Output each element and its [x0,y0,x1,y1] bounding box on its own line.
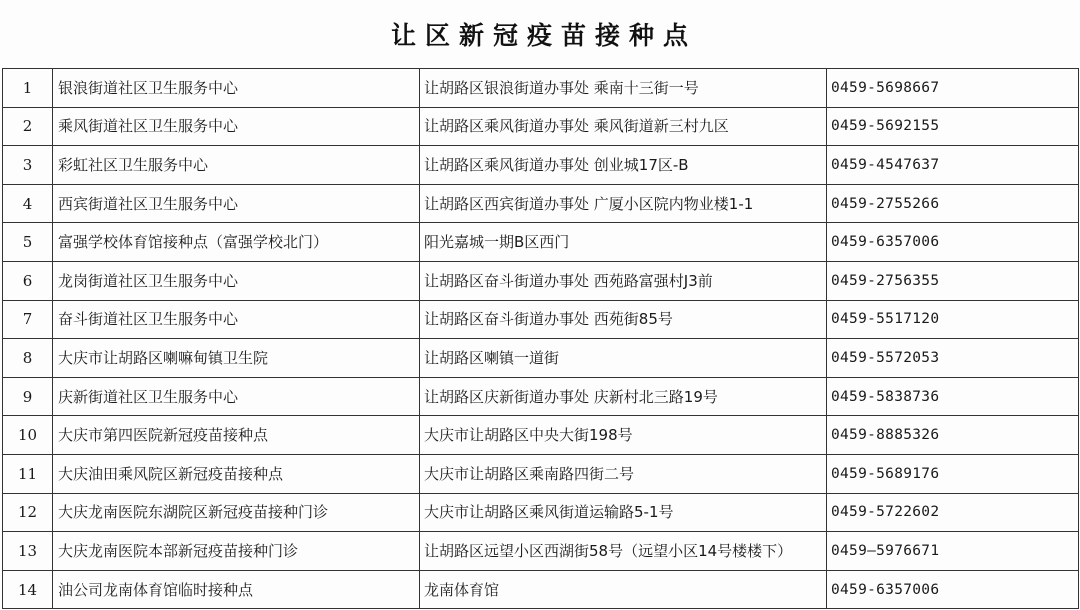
site-address: 让胡路区远望小区西湖街58号（远望小区14号楼楼下） [420,532,827,571]
site-address: 让胡路区喇镇一道街 [420,339,827,378]
title-bar [0,0,1080,68]
table-row [3,107,1079,146]
site-phone: 0459-2756355 [827,261,1079,300]
site-name: 大庆龙南医院本部新冠疫苗接种门诊 [53,532,420,571]
site-phone: 0459-8885326 [827,416,1079,455]
site-name: 银浪街道社区卫生服务中心 [53,69,420,108]
row-number: 12 [3,493,53,532]
row-number: 11 [3,454,53,493]
site-phone: 0459-4547637 [827,146,1079,185]
site-name: 大庆油田乘风院区新冠疫苗接种点 [53,454,420,493]
site-name: 大庆龙南医院东湖院区新冠疫苗接种门诊 [53,493,420,532]
site-address: 龙南体育馆 [420,570,827,609]
row-number: 5 [3,223,53,262]
site-phone: 0459-2755266 [827,184,1079,223]
site-address: 阳光嘉城一期B区西门 [420,223,827,262]
row-number: 10 [3,416,53,455]
site-phone: 0459-5689176 [827,454,1079,493]
row-number: 13 [3,532,53,571]
site-phone: 0459-5838736 [827,377,1079,416]
site-name: 富强学校体育馆接种点（富强学校北门） [53,223,420,262]
row-number: 8 [3,339,53,378]
row-number: 3 [3,146,53,185]
site-phone: 0459-5692155 [827,107,1079,146]
row-number: 4 [3,184,53,223]
table-row [3,454,1079,493]
site-name: 乘风街道社区卫生服务中心 [53,107,420,146]
site-phone: 0459-6357006 [827,223,1079,262]
site-address: 让胡路区奋斗街道办事处 西苑街85号 [420,300,827,339]
site-phone: 0459-5722602 [827,493,1079,532]
site-phone: 0459-6357006 [827,570,1079,609]
table-row [3,416,1079,455]
table-row [3,532,1079,571]
site-address: 大庆市让胡路区乘南路四街二号 [420,454,827,493]
table-row [3,339,1079,378]
site-name: 奋斗街道社区卫生服务中心 [53,300,420,339]
row-number: 2 [3,107,53,146]
site-address: 让胡路区西宾街道办事处 广厦小区院内物业楼1-1 [420,184,827,223]
table-row [3,184,1079,223]
row-number: 7 [3,300,53,339]
site-phone: 0459-5698667 [827,69,1079,108]
table-row [3,223,1079,262]
site-address: 让胡路区乘风街道办事处 乘风街道新三村九区 [420,107,827,146]
row-number: 14 [3,570,53,609]
table-row [3,570,1079,609]
site-address: 让胡路区奋斗街道办事处 西苑路富强村J3前 [420,261,827,300]
site-name: 大庆市第四医院新冠疫苗接种点 [53,416,420,455]
site-address: 让胡路区庆新街道办事处 庆新村北三路19号 [420,377,827,416]
site-name: 彩虹社区卫生服务中心 [53,146,420,185]
row-number: 1 [3,69,53,108]
site-name: 大庆市让胡路区喇嘛甸镇卫生院 [53,339,420,378]
table-row [3,377,1079,416]
site-name: 西宾街道社区卫生服务中心 [53,184,420,223]
vaccination-sites-table [2,68,1079,609]
site-name: 庆新街道社区卫生服务中心 [53,377,420,416]
table-row [3,300,1079,339]
row-number: 6 [3,261,53,300]
site-name: 油公司龙南体育馆临时接种点 [53,570,420,609]
table-body [3,69,1079,609]
site-address: 让胡路区乘风街道办事处 创业城17区-B [420,146,827,185]
site-address: 大庆市让胡路区乘风街道运输路5-1号 [420,493,827,532]
site-phone: 0459-5572053 [827,339,1079,378]
site-phone: 0459-5517120 [827,300,1079,339]
site-phone: 0459—5976671 [827,532,1079,571]
table-row [3,261,1079,300]
table-row [3,69,1079,108]
site-address: 大庆市让胡路区中央大街198号 [420,416,827,455]
table-row [3,493,1079,532]
table-row [3,146,1079,185]
site-name: 龙岗街道社区卫生服务中心 [53,261,420,300]
site-address: 让胡路区银浪街道办事处 乘南十三街一号 [420,69,827,108]
row-number: 9 [3,377,53,416]
page-title: 让区新冠疫苗接种点 [390,21,697,50]
